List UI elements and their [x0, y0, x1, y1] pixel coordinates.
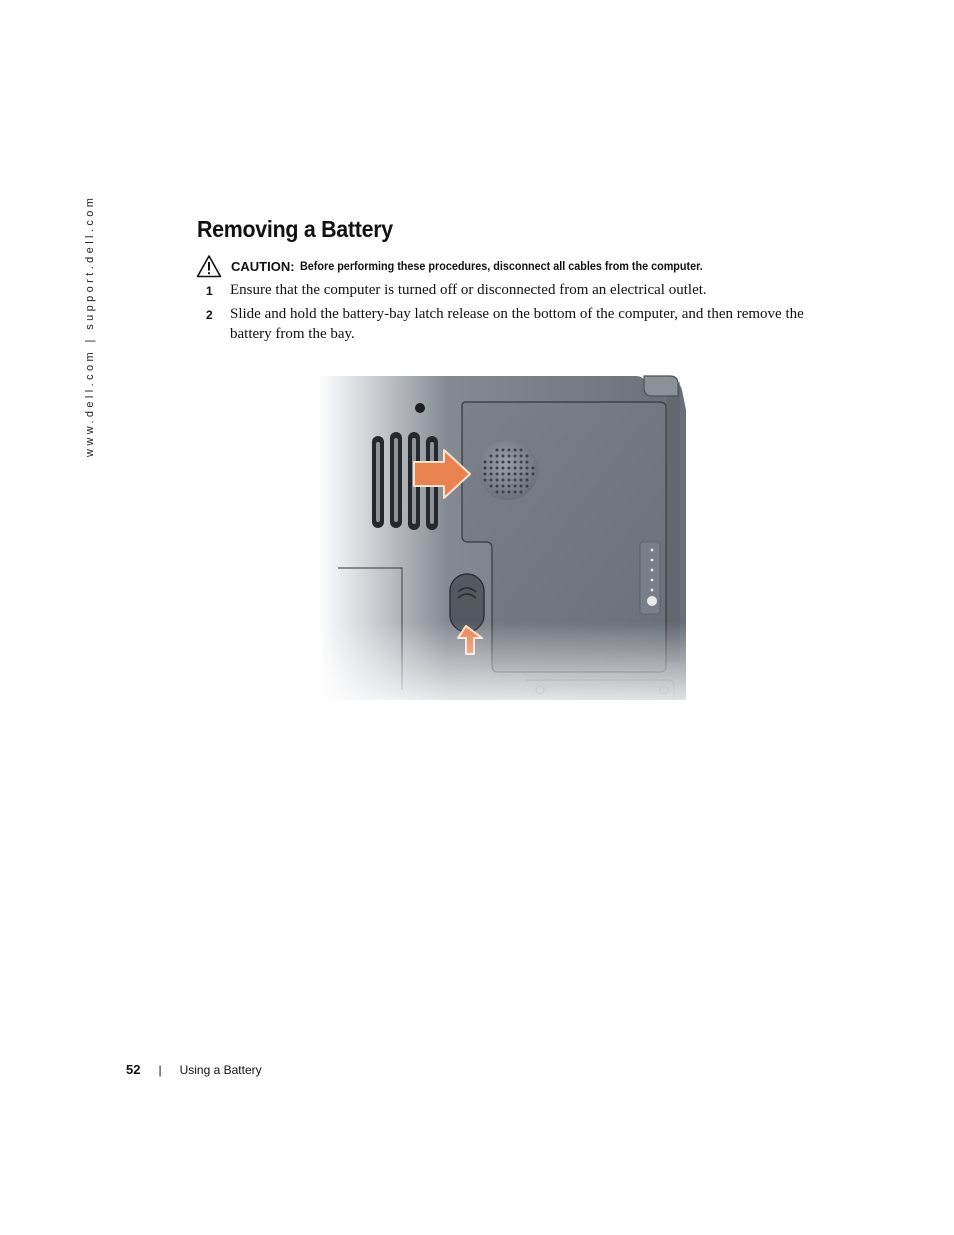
caution-label: CAUTION:	[231, 258, 295, 274]
battery-removal-illustration	[318, 370, 698, 720]
sidebar-url: www.dell.com | support.dell.com	[84, 194, 96, 457]
step-text: Ensure that the computer is turned off or disconnected from an electrical outlet.	[230, 282, 707, 298]
page-number: 52	[126, 1062, 141, 1077]
caution-text: Before performing these procedures, disconnect all cables from the computer.	[299, 259, 703, 273]
step-text: Slide and hold the battery-bay latch release on the bottom of the computer, and then remove the battery from the bay.	[230, 306, 804, 342]
footer-section: Using a Battery	[179, 1062, 262, 1077]
footer-separator: |	[158, 1062, 162, 1077]
step-number: 2	[206, 308, 213, 322]
page-footer	[126, 1062, 262, 1077]
step-number: 1	[206, 284, 213, 298]
page-title: Removing a Battery	[197, 216, 393, 242]
warning-triangle-icon	[196, 254, 222, 278]
caution-notice	[196, 253, 836, 279]
